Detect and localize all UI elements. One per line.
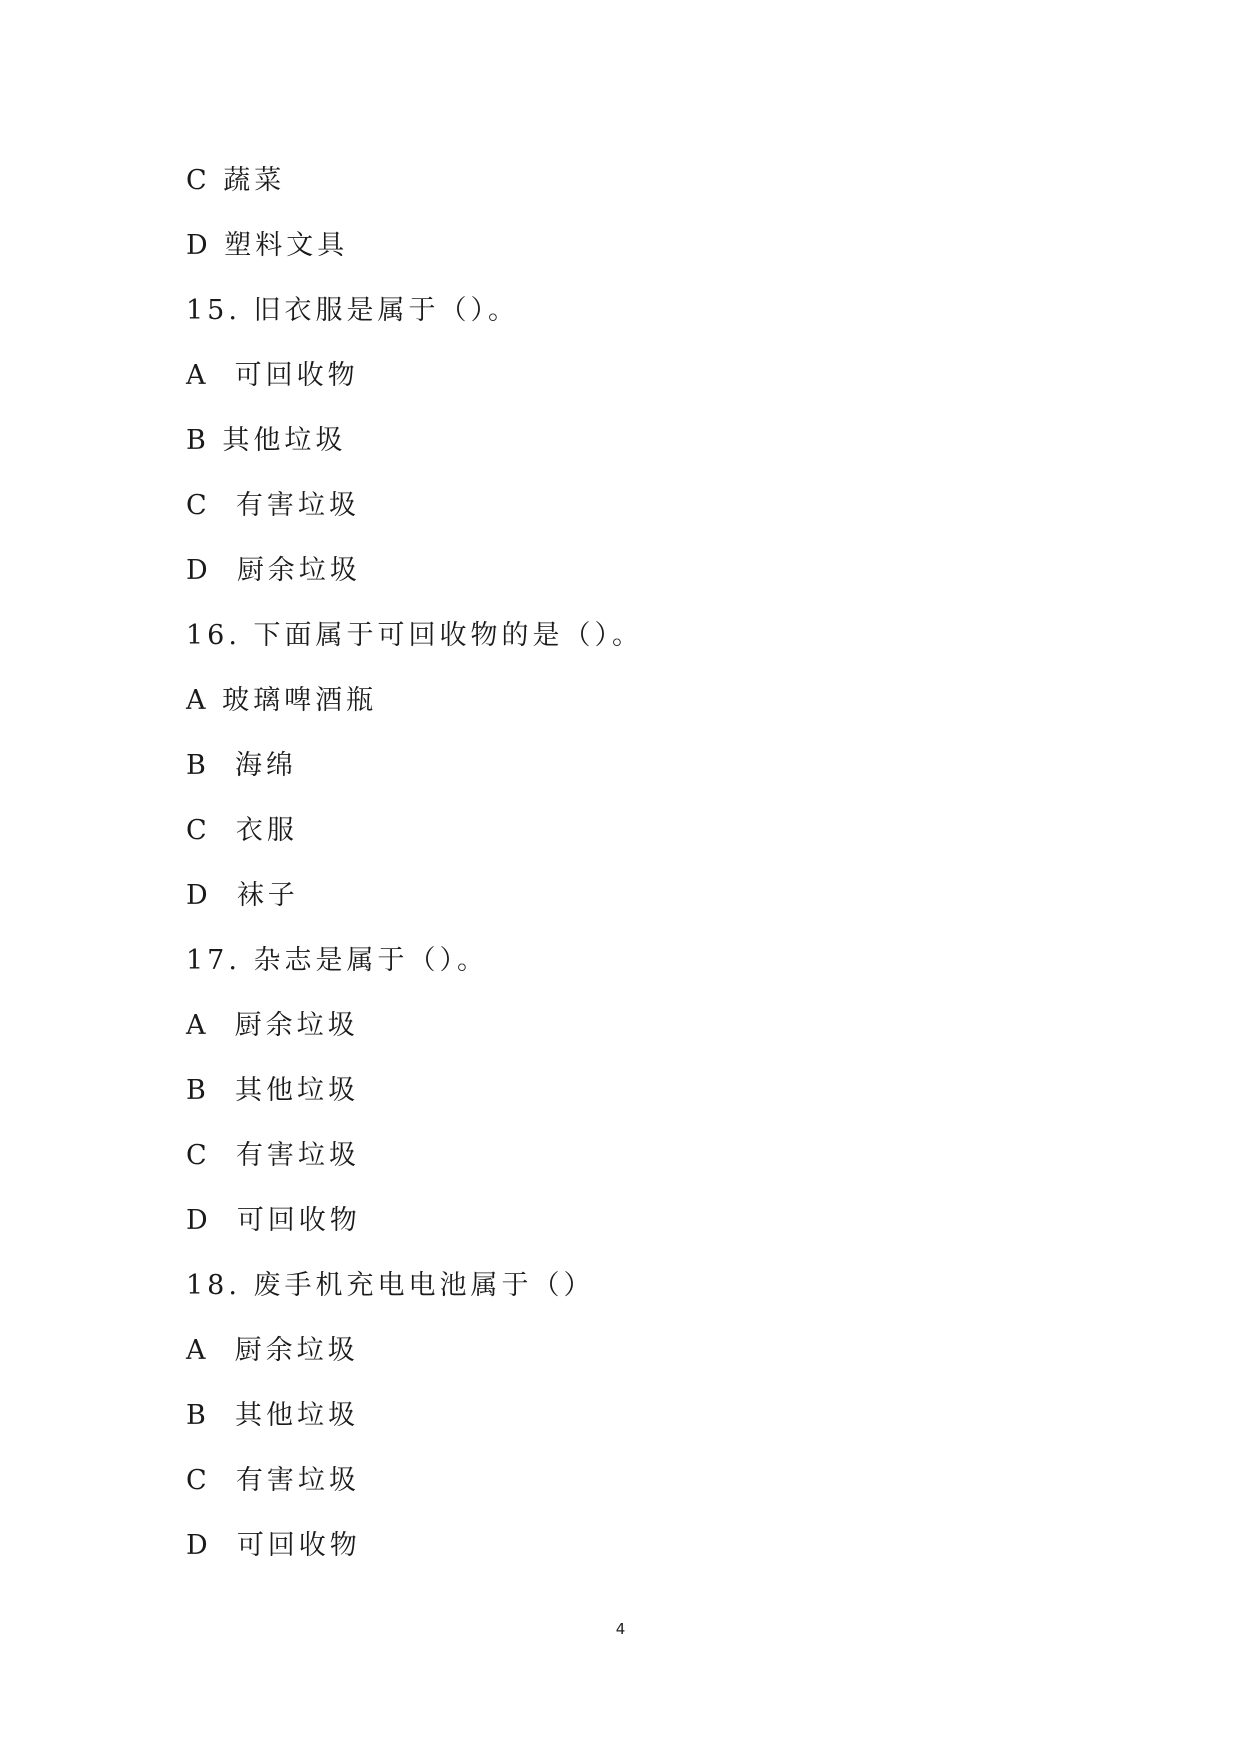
question-15: 15. 旧衣服是属于（）。 xyxy=(186,295,520,326)
option-d-text: D 塑料文具 xyxy=(186,230,349,261)
question-15-option-d: D 厨余垃圾 xyxy=(186,555,361,586)
question-16-option-c: C 衣服 xyxy=(186,815,298,846)
question-17-option-d: D 可回收物 xyxy=(186,1205,361,1236)
question-list xyxy=(186,154,1086,1584)
question-16-option-d: D 袜子 xyxy=(186,880,299,911)
question-17: 17. 杂志是属于（）。 xyxy=(186,945,489,976)
question-18: 18. 废手机充电电池属于（） xyxy=(186,1270,595,1301)
question-18-option-d: D 可回收物 xyxy=(186,1530,361,1561)
question-17-option-c: C 有害垃圾 xyxy=(186,1140,360,1171)
question-16-option-a: A 玻璃啤酒瓶 xyxy=(186,685,378,716)
question-15-option-a: A 可回收物 xyxy=(186,360,359,391)
option-c-text: C 蔬菜 xyxy=(186,165,286,196)
question-16-option-b: B 海绵 xyxy=(186,750,298,781)
question-15-option-c: C 有害垃圾 xyxy=(186,490,360,521)
question-17-option-a: A 厨余垃圾 xyxy=(186,1010,359,1041)
question-18-option-a: A 厨余垃圾 xyxy=(186,1335,359,1366)
question-15-option-b: B 其他垃圾 xyxy=(186,425,347,456)
question-18-option-b: B 其他垃圾 xyxy=(186,1400,360,1431)
question-17-option-b: B 其他垃圾 xyxy=(186,1075,360,1106)
question-16: 16. 下面属于可回收物的是（）。 xyxy=(186,620,644,651)
question-18-option-c: C 有害垃圾 xyxy=(186,1465,360,1496)
page-number: 4 xyxy=(615,1620,626,1638)
